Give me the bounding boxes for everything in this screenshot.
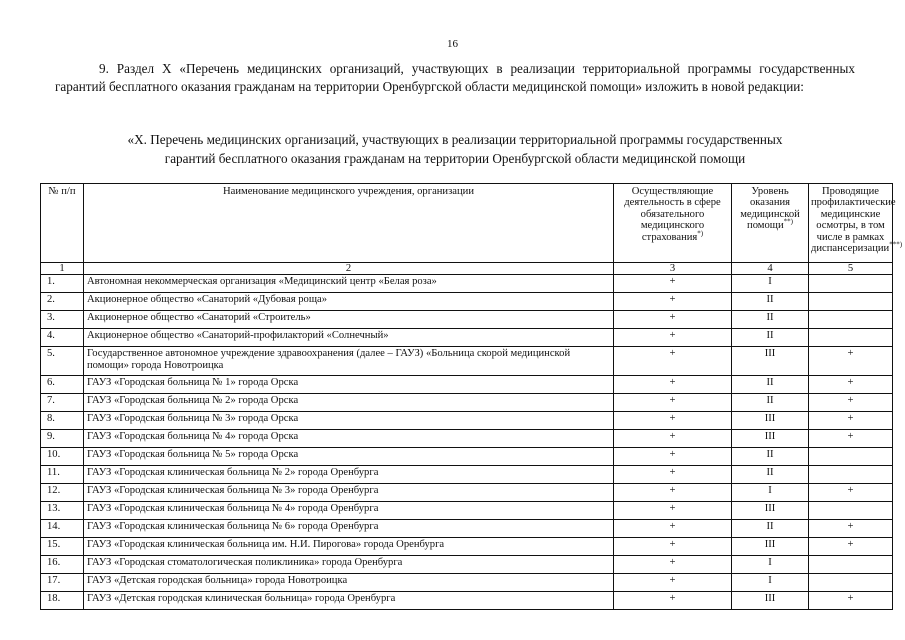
table-row bbox=[41, 556, 893, 574]
care-level: II bbox=[732, 394, 809, 412]
row-number: 2. bbox=[41, 293, 84, 311]
care-level: III bbox=[732, 412, 809, 430]
oms-mark: + bbox=[614, 466, 732, 484]
preventive-exam-mark bbox=[809, 574, 893, 592]
organization-name: ГАУЗ «Городская клиническая больница № 6» города Оренбурга bbox=[84, 520, 614, 538]
care-level: I bbox=[732, 275, 809, 293]
column-number: 3 bbox=[614, 263, 732, 275]
row-number: 8. bbox=[41, 412, 84, 430]
preventive-exam-mark: + bbox=[809, 347, 893, 376]
preventive-exam-mark bbox=[809, 466, 893, 484]
organization-name: Автономная некоммерческая организация «Медицинский центр «Белая роза» bbox=[84, 275, 614, 293]
column-number: 1 bbox=[41, 263, 84, 275]
preventive-exam-mark: + bbox=[809, 430, 893, 448]
preventive-exam-mark bbox=[809, 502, 893, 520]
oms-mark: + bbox=[614, 394, 732, 412]
preventive-exam-mark: + bbox=[809, 520, 893, 538]
row-number: 4. bbox=[41, 329, 84, 347]
oms-mark: + bbox=[614, 275, 732, 293]
column-number: 4 bbox=[732, 263, 809, 275]
row-number: 14. bbox=[41, 520, 84, 538]
table-row bbox=[41, 412, 893, 430]
oms-mark: + bbox=[614, 376, 732, 394]
table-row bbox=[41, 376, 893, 394]
table-row bbox=[41, 347, 893, 376]
oms-mark: + bbox=[614, 448, 732, 466]
organization-name: ГАУЗ «Городская больница № 1» города Орска bbox=[84, 376, 614, 394]
organization-name: ГАУЗ «Городская больница № 5» города Орска bbox=[84, 448, 614, 466]
preventive-exam-mark bbox=[809, 311, 893, 329]
care-level: II bbox=[732, 293, 809, 311]
oms-mark: + bbox=[614, 412, 732, 430]
oms-mark: + bbox=[614, 556, 732, 574]
oms-mark: + bbox=[614, 329, 732, 347]
header-organization-name: Наименование медицинского учреждения, организации bbox=[84, 184, 614, 263]
care-level: II bbox=[732, 311, 809, 329]
footnote-mark-level: **) bbox=[783, 217, 793, 226]
section-title bbox=[40, 130, 870, 168]
header-number: № п/п bbox=[41, 184, 84, 263]
preventive-exam-mark bbox=[809, 275, 893, 293]
row-number: 15. bbox=[41, 538, 84, 556]
preventive-exam-mark: + bbox=[809, 538, 893, 556]
preventive-exam-mark bbox=[809, 293, 893, 311]
row-number: 10. bbox=[41, 448, 84, 466]
table-row bbox=[41, 592, 893, 610]
row-number: 17. bbox=[41, 574, 84, 592]
organization-name: Акционерное общество «Санаторий-профилакторий «Солнечный» bbox=[84, 329, 614, 347]
oms-mark: + bbox=[614, 502, 732, 520]
organization-name: ГАУЗ «Городская клиническая больница № 4» города Оренбурга bbox=[84, 502, 614, 520]
care-level: I bbox=[732, 484, 809, 502]
organization-name: ГАУЗ «Городская клиническая больница № 2» города Оренбурга bbox=[84, 466, 614, 484]
table-row bbox=[41, 293, 893, 311]
care-level: III bbox=[732, 502, 809, 520]
table-row bbox=[41, 574, 893, 592]
table-row bbox=[41, 502, 893, 520]
organization-name: ГАУЗ «Городская больница № 4» города Орска bbox=[84, 430, 614, 448]
care-level: III bbox=[732, 430, 809, 448]
table-row bbox=[41, 275, 893, 293]
organization-name: ГАУЗ «Городская больница № 2» города Орска bbox=[84, 394, 614, 412]
organization-name: Акционерное общество «Санаторий «Дубовая роща» bbox=[84, 293, 614, 311]
row-number: 13. bbox=[41, 502, 84, 520]
organization-name: ГАУЗ «Городская стоматологическая поликлиника» города Оренбурга bbox=[84, 556, 614, 574]
row-number: 16. bbox=[41, 556, 84, 574]
table-header-row bbox=[41, 184, 893, 263]
section-title-line-1: «X. Перечень медицинских организаций, участвующих в реализации территориальной программы государственных bbox=[127, 132, 783, 147]
oms-mark: + bbox=[614, 311, 732, 329]
care-level: II bbox=[732, 448, 809, 466]
row-number: 9. bbox=[41, 430, 84, 448]
organization-name: Государственное автономное учреждение здравоохранения (далее – ГАУЗ) «Больница скорой медицинской помощи» города Новотроицка bbox=[84, 347, 614, 376]
table-row bbox=[41, 329, 893, 347]
table-row bbox=[41, 520, 893, 538]
column-number: 2 bbox=[84, 263, 614, 275]
page-number: 16 bbox=[447, 38, 458, 50]
row-number: 5. bbox=[41, 347, 84, 376]
table-row bbox=[41, 466, 893, 484]
organizations-table bbox=[40, 183, 903, 610]
preventive-exam-mark bbox=[809, 329, 893, 347]
organization-name: Акционерное общество «Санаторий «Строитель» bbox=[84, 311, 614, 329]
oms-mark: + bbox=[614, 592, 732, 610]
footnote-mark-prof: ***) bbox=[889, 240, 903, 249]
table-row bbox=[41, 538, 893, 556]
row-number: 7. bbox=[41, 394, 84, 412]
preventive-exam-mark: + bbox=[809, 376, 893, 394]
column-number-row bbox=[41, 263, 893, 275]
preventive-exam-mark: + bbox=[809, 592, 893, 610]
care-level: III bbox=[732, 347, 809, 376]
row-number: 18. bbox=[41, 592, 84, 610]
care-level: III bbox=[732, 592, 809, 610]
oms-mark: + bbox=[614, 347, 732, 376]
organization-name: ГАУЗ «Детская городская клиническая больница» города Оренбурга bbox=[84, 592, 614, 610]
oms-mark: + bbox=[614, 574, 732, 592]
organization-name: ГАУЗ «Городская больница № 3» города Орска bbox=[84, 412, 614, 430]
preventive-exam-mark: + bbox=[809, 412, 893, 430]
preventive-exam-mark: + bbox=[809, 484, 893, 502]
row-number: 12. bbox=[41, 484, 84, 502]
oms-mark: + bbox=[614, 484, 732, 502]
row-number: 3. bbox=[41, 311, 84, 329]
care-level: II bbox=[732, 466, 809, 484]
table-row bbox=[41, 484, 893, 502]
care-level: II bbox=[732, 520, 809, 538]
care-level: I bbox=[732, 556, 809, 574]
oms-mark: + bbox=[614, 430, 732, 448]
table-row bbox=[41, 430, 893, 448]
header-care-level: Уровень оказания медицинской помощи**) bbox=[732, 184, 809, 263]
preventive-exam-mark: + bbox=[809, 394, 893, 412]
footnote-mark-oms: *) bbox=[697, 229, 704, 238]
table-row bbox=[41, 394, 893, 412]
column-number: 5 bbox=[809, 263, 893, 275]
row-number: 11. bbox=[41, 466, 84, 484]
preventive-exam-mark bbox=[809, 556, 893, 574]
amendment-paragraph: 9. Раздел X «Перечень медицинских организаций, участвующих в реализации территориальной программы государственных гарантий бесплатного оказания гражданам на территории Оренбургской области медицинской помощи» изложить в новой редакции: bbox=[55, 61, 855, 94]
care-level: I bbox=[732, 574, 809, 592]
oms-mark: + bbox=[614, 293, 732, 311]
care-level: II bbox=[732, 329, 809, 347]
oms-mark: + bbox=[614, 520, 732, 538]
section-title-line-2: гарантий бесплатного оказания гражданам на территории Оренбургской области медицинской помощи bbox=[164, 151, 746, 166]
table-row bbox=[41, 311, 893, 329]
care-level: III bbox=[732, 538, 809, 556]
table-body bbox=[41, 275, 893, 610]
row-number: 6. bbox=[41, 376, 84, 394]
care-level: II bbox=[732, 376, 809, 394]
oms-mark: + bbox=[614, 538, 732, 556]
table-row bbox=[41, 448, 893, 466]
organization-name: ГАУЗ «Городская клиническая больница им. Н.И. Пирогова» города Оренбурга bbox=[84, 538, 614, 556]
row-number: 1. bbox=[41, 275, 84, 293]
organization-name: ГАУЗ «Детская городская больница» города Новотроицка bbox=[84, 574, 614, 592]
header-preventive-exams: Проводящие профилактические медицинские осмотры, в том числе в рамках диспансеризации***) bbox=[809, 184, 893, 263]
preventive-exam-mark bbox=[809, 448, 893, 466]
organization-name: ГАУЗ «Городская клиническая больница № 3» города Оренбурга bbox=[84, 484, 614, 502]
header-oms: Осуществляющие деятельность в сфере обязательного медицинского страхования*) bbox=[614, 184, 732, 263]
